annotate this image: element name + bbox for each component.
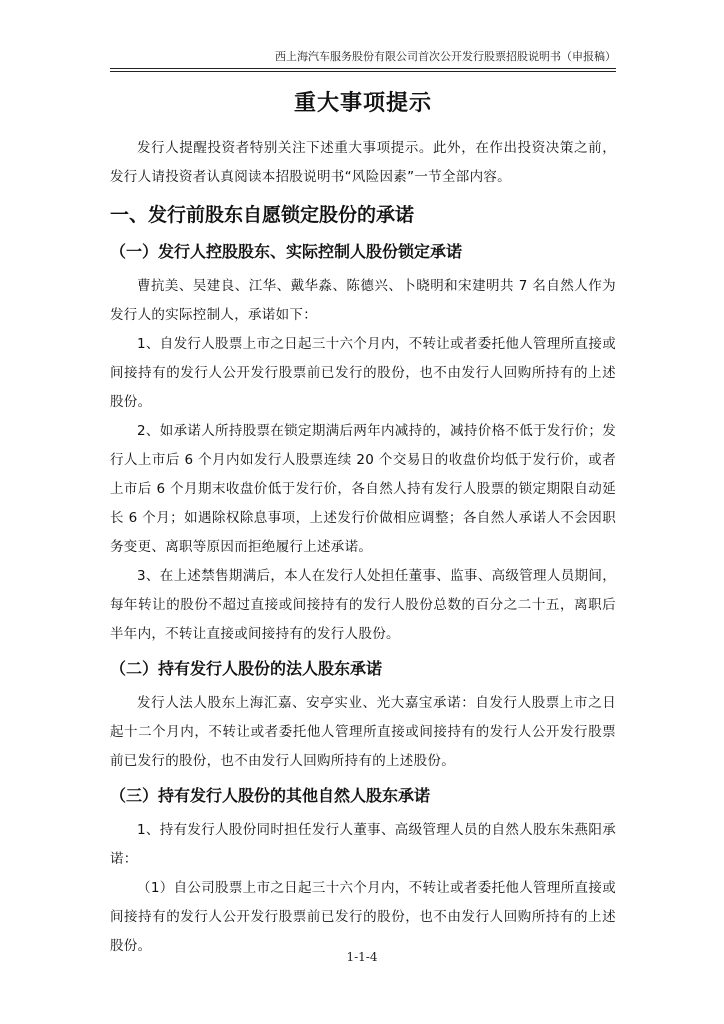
subsection-heading-3: （三）持有发行人股份的其他自然人股东承诺 bbox=[110, 786, 431, 805]
paragraph: 发行人法人股东上海汇嘉、安亭实业、光大嘉宝承诺：自发行人股票上市之日起十二个月内，不转让或者委托他人管理所直接或间接持有的发行人公开发行股票前已发行的股份，也不由发行人回购所持有的上述股份。 bbox=[110, 695, 616, 769]
page-content bbox=[110, 88, 616, 961]
paragraph: 1、持有发行人股份同时担任发行人董事、高级管理人员的自然人股东朱燕阳承诺： bbox=[110, 822, 616, 867]
running-header: 西上海汽车服务股份有限公司首次公开发行股票招股说明书（申报稿） bbox=[110, 50, 616, 69]
paragraph: 曹抗美、吴建良、江华、戴华淼、陈德兴、卜晓明和宋建明共 7 名自然人作为发行人的实际控制人，承诺如下： bbox=[110, 278, 616, 323]
paragraph: 1、自发行人股票上市之日起三十六个月内，不转让或者委托他人管理所直接或间接持有的发行人公开发行股票前已发行的股份，也不由发行人回购所持有的上述股份。 bbox=[110, 336, 616, 410]
paragraph: （1）自公司股票上市之日起三十六个月内，不转让或者委托他人管理所直接或间接持有的发行人公开发行股票前已发行的股份，也不由发行人回购所持有的上述股份。 bbox=[110, 880, 616, 954]
page-number: 1-1-4 bbox=[346, 950, 378, 964]
subsection-heading-1: （一）发行人控股股东、实际控制人股份锁定承诺 bbox=[110, 242, 463, 261]
section-heading-1: 一、发行前股东自愿锁定股份的承诺 bbox=[110, 204, 415, 226]
paragraph: 2、如承诺人所持股票在锁定期满后两年内减持的，减持价格不低于发行价；发行人上市后 6 个月内如发行人股票连续 20 个交易日的收盘价均低于发行价，或者上市后 6 个月期末收盘价低于发行价，各自然人持有发行人股票的锁定期限自动延长 6 个月；如遇除权除息事项，上述发行价做相应调整；各自然人承诺人不会因职务变更、离职等原因而拒绝履行上述承诺。 bbox=[110, 423, 616, 555]
intro-paragraph: 发行人提醒投资者特别关注下述重大事项提示。此外，在作出投资决策之前，发行人请投资者认真阅读本招股说明书“风险因素”一节全部内容。 bbox=[110, 140, 616, 185]
header-rule bbox=[110, 71, 616, 72]
subsection-heading-2: （二）持有发行人股份的法人股东承诺 bbox=[110, 659, 383, 678]
paragraph: 3、在上述禁售期满后，本人在发行人处担任董事、监事、高级管理人员期间，每年转让的股份不超过直接或间接持有的发行人股份总数的百分之二十五，离职后半年内，不转让直接或间接持有的发行人股份。 bbox=[110, 568, 616, 642]
page-title: 重大事项提示 bbox=[293, 91, 432, 116]
